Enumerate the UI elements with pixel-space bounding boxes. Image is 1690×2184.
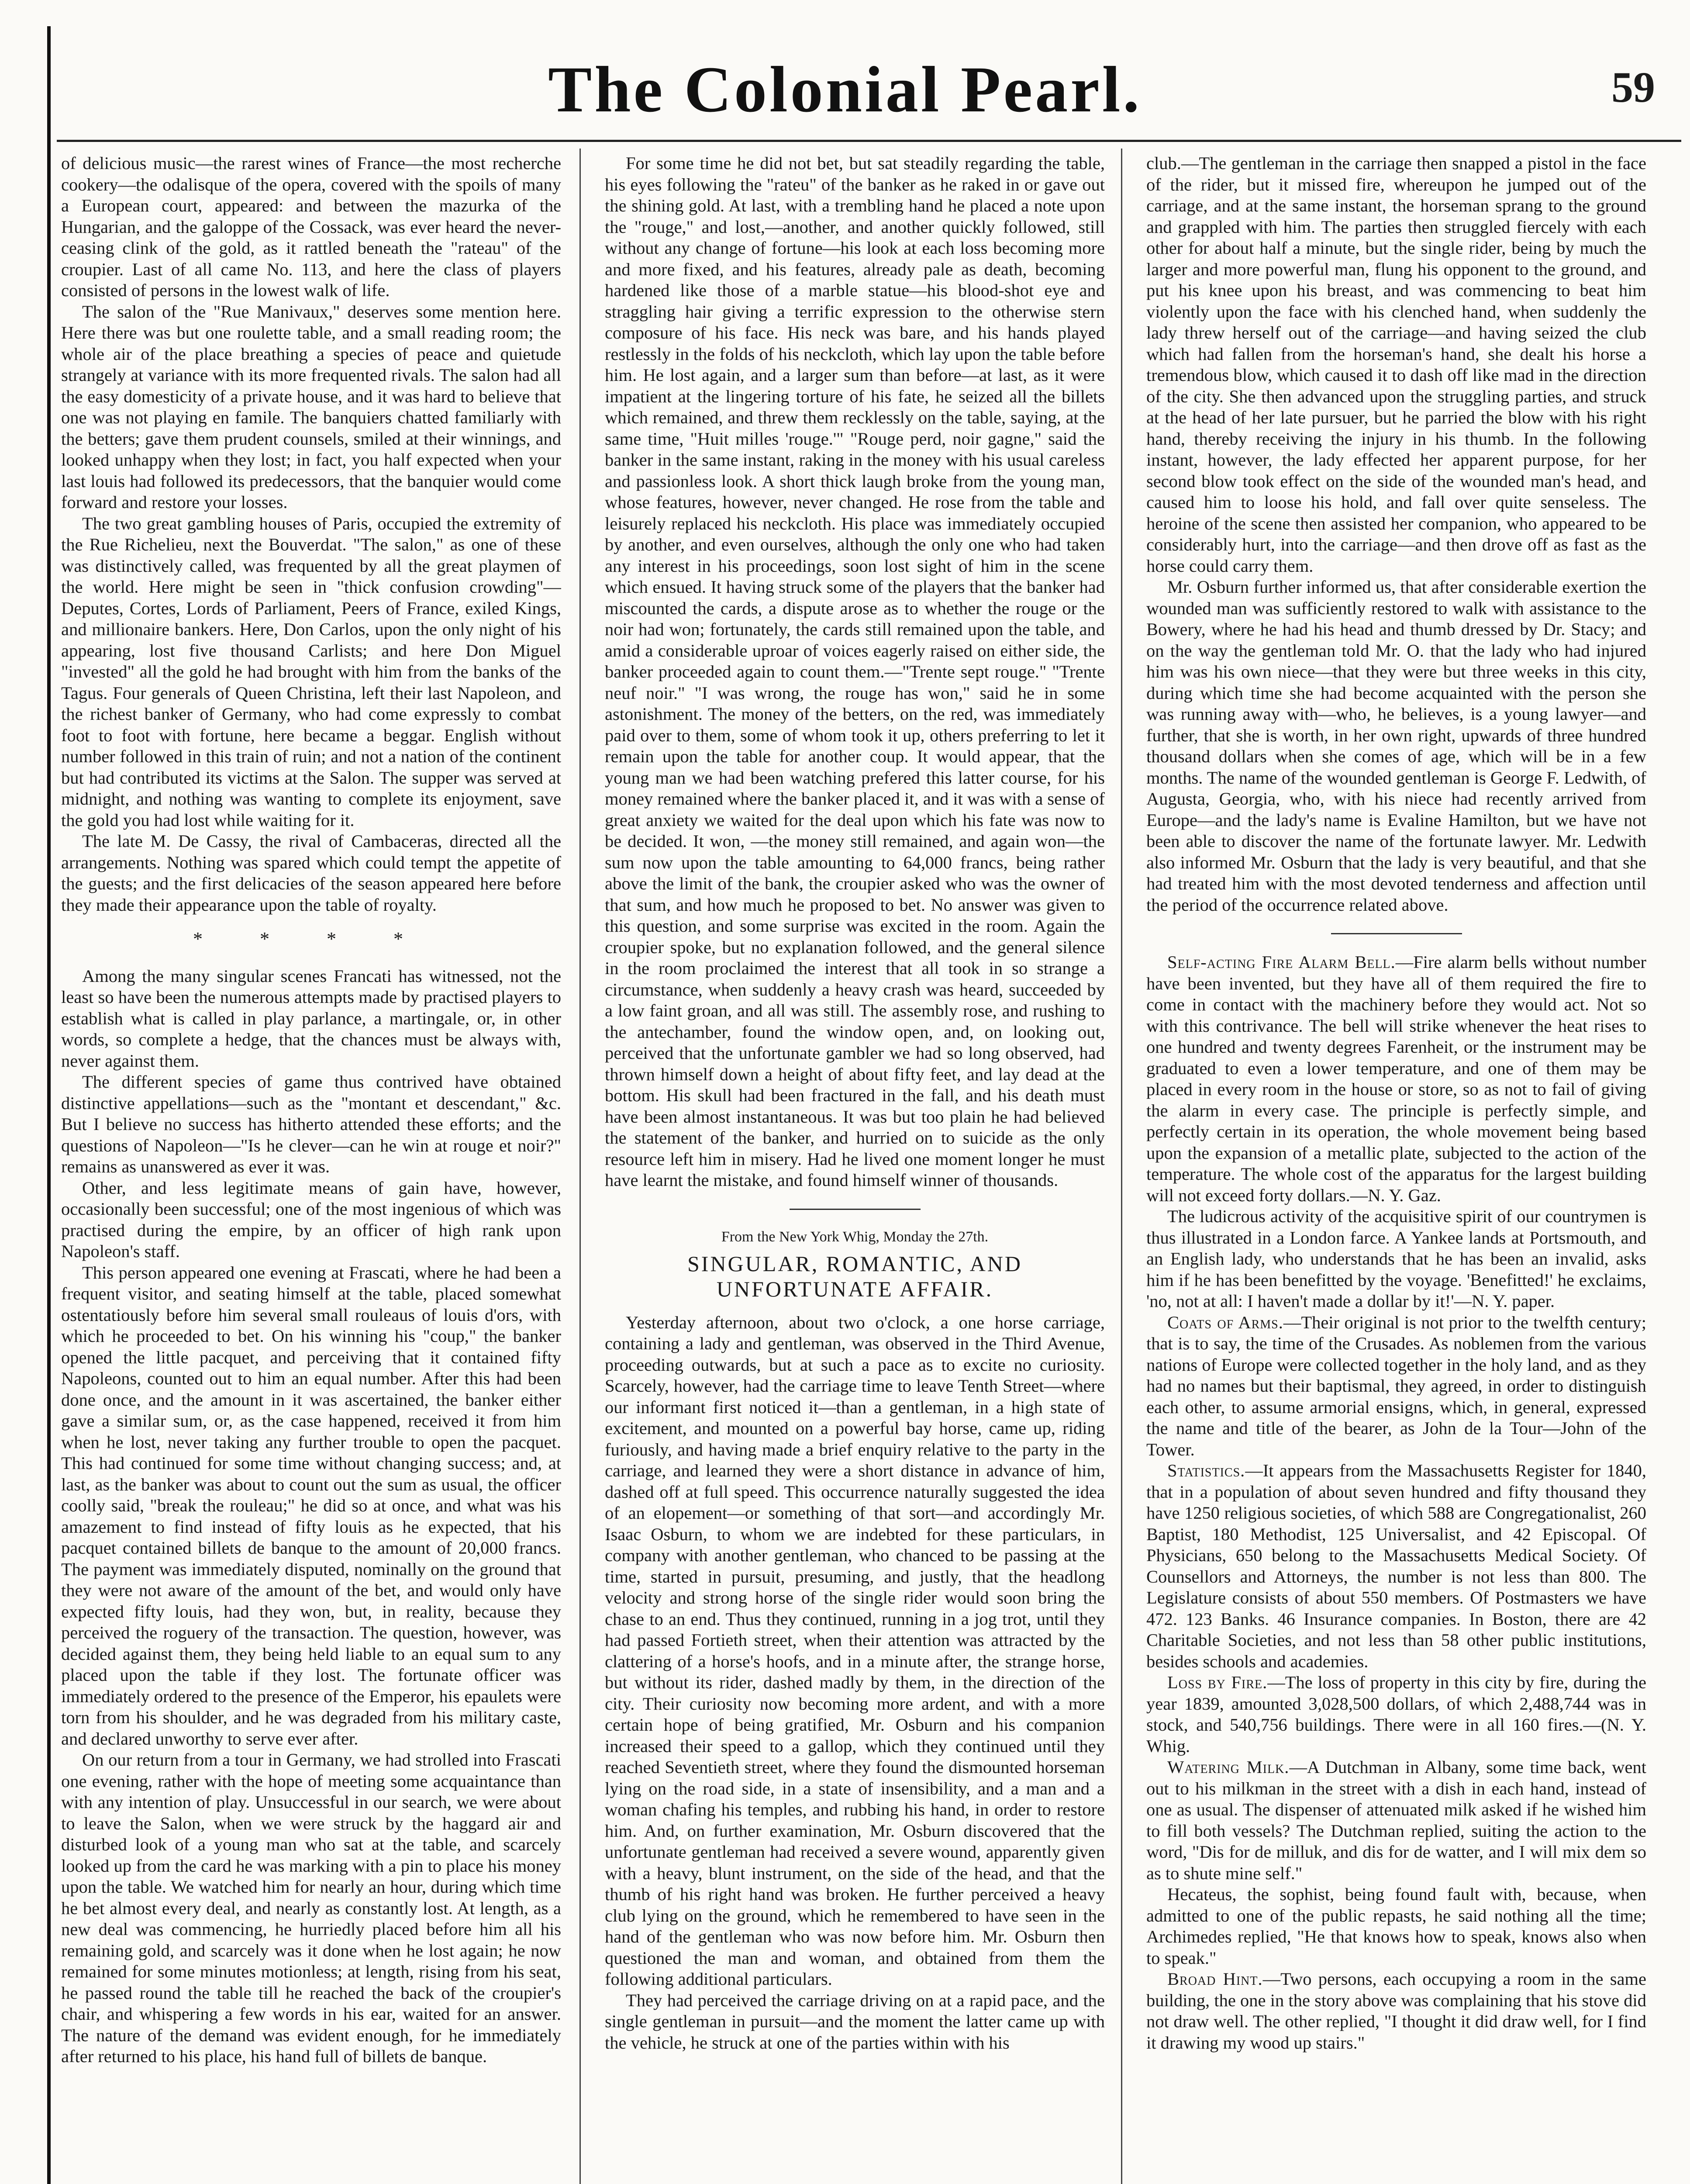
item-heading: Statistics.	[1167, 1461, 1245, 1480]
paragraph: Yesterday afternoon, about two o'clock, a one horse carriage, containing a lady and gentleman, was observed in the Third Avenue, proceeding outwards, but at such a pace as to excite no curiosity. Scarcely, however, had the carriage time to leave Tenth Street—where our informant first noticed it—than a gentleman, in a high state of excitement, and mounted on a powerful bay horse, came up, riding furiously, and having made a brief enquiry relative to the party in the carriage, and learned they were a short distance in advance of him, dashed off at full speed. This occurrence naturally suggested the idea of an elopement—or something of that sort—and accordingly Mr. Isaac Osburn, to whom we are indebted for these particulars, in company with another gentleman, who chanced to be passing at the time, started in pursuit, presuming, and justly, that the headlong velocity and strong horse of the single rider would soon bring the chase to an end. Thus they continued, running in a jog trot, until they had passed Fortieth street, when their attention was attracted by the clattering of a horse's hoofs, and in a minute after, the strange horse, but without its rider, dashed madly by them, in the direction of the city. Their curiosity now becoming more ardent, and with a more certain hope of being gratified, Mr. Osburn and his companion increased their speed to a gallop, which they continued until they reached Seventieth street, where they found the dismounted horseman lying on the road side, in a state of insensibility, and a man and a woman chafing his temples, and rubbing his hand, in order to restore him. And, on further examination, Mr. Osburn discovered that the unfortunate gentleman had received a severe wound, apparently given with a heavy, blunt instrument, on the side of the head, and that the thumb of his right hand was broken. He further perceived a heavy club lying on the ground, which he remembered to have seen in the hand of the gentleman who was now before him. Mr. Osburn then questioned the man and woman, and obtained from them the following additional particulars.	[605, 1312, 1105, 1989]
item-heading: Watering Milk.	[1167, 1757, 1290, 1777]
masthead	[0, 0, 1690, 144]
paragraph: This person appeared one evening at Frascati, where he had been a frequent visitor, and seating himself at the table, placed somewhat ostentatiously before him several small rouleaus of louis d'ors, with which he proceeded to bet. On his winning his "coup," the banker opened the little pacquet, and perceiving that it contained fifty Napoleons, counted out to him an equal number. After this had been done once, and the amount in it was ascertained, the banker either gave a similar sum, or, as the case happened, received it from him when he lost, never taking any further trouble to open the pacquet. This had continued for some time without changing success; and, at last, as the banker was about to count out the sum as usual, the officer coolly said, "break the rouleau;" he did so at once, and what was his amazement to find instead of fifty louis as he expected, that his pacquet contained billets de banque to the amount of 20,000 francs. The payment was immediately disputed, nominally on the ground that they were not aware of the amount of the bet, and would only have expected fifty louis, had they won, but, in reality, because they perceived the roguery of the transaction. The question, however, was decided against them, they being held liable to an equal sum to any placed upon the table if they lost. The fortunate officer was immediately ordered to the presence of the Emperor, his epaulets were torn from his shoulder, and he was degraded from his military caste, and declared unworthy to serve ever after.	[61, 1262, 561, 1749]
column-3	[1146, 153, 1646, 2184]
item-heading: Self-acting Fire Alarm Bell.	[1167, 952, 1396, 972]
paragraph: Other, and less legitimate means of gain have, however, occasionally been successful; one of the most ingenious of which was practised during the empire, by an officer of high rank upon Napoleon's staff.	[61, 1178, 561, 1261]
item-heading: Loss by Fire.	[1167, 1673, 1268, 1692]
item-fire-alarm	[1146, 952, 1646, 1206]
article-headline: SINGULAR, ROMANTIC, AND UNFORTUNATE AFFAIR.	[687, 1251, 1023, 1301]
item-body: —The loss of property in this city by fire, during the year 1839, amounted 3,028,500 dollars, of which 2,488,744 was in stock, and 540,756 buildings. There were in all 160 fires.—(N. Y. Whig.	[1146, 1673, 1646, 1756]
item-body: —Fire alarm bells without number have been invented, but they have all of them required the fire to come in contact with the machinery before they would act. Not so with this contrivance. The bell will strike whenever the heat rises to one hundred and twenty degrees Farenheit, or the instrument may be graduated to even a lower temperature, and one of them may be placed in every room in the house or store, so as not to fail of giving the alarm in every case. The principle is perfectly simple, and perfectly certain in its operation, the whole movement being based upon the expansion of a metallic plate, subjected to the action of the temperature. The whole cost of the apparatus for the largest building will not exceed forty dollars.—N. Y. Gaz.	[1146, 952, 1646, 1205]
column-1	[61, 153, 561, 2184]
paragraph: club.—The gentleman in the carriage then snapped a pistol in the face of the rider, but it missed fire, whereupon he jumped out of the carriage, and at the same instant, the horseman sprang to the ground and grappled with him. The parties then struggled fiercely with each other for about half a minute, but the single rider, being by much the larger and more powerful man, flung his opponent to the ground, and put his knee upon his breast, and was commencing to beat him violently upon the face with his clenched hand, when suddenly the lady threw herself out of the carriage—and having seized the club which had fallen from the horseman's hand, she dealt his horse a tremendous blow, which caused it to dash off like mad in the direction of the city. She then advanced upon the struggling parties, and struck at the head of her late pursuer, but he parried the blow with his right hand, thereby receiving the injury in his thumb. In the following instant, however, the lady effected her apparent purpose, for her second blow took effect on the side of the wounded man's head, and caused him to loose his hold, and fall over quite senseless. The heroine of the scene then assisted her companion, who appeared to be considerably hurt, into the carriage—and then drove off as fast as the horse could carry them.	[1146, 153, 1646, 576]
item-loss-by-fire	[1146, 1672, 1646, 1757]
item-broad-hint	[1146, 1969, 1646, 2053]
paragraph: Hecateus, the sophist, being found fault with, because, when admitted to one of the public repasts, he said nothing all the time; Archimedes replied, "He that knows how to speak, knows also when to speak."	[1146, 1884, 1646, 1968]
header-rule	[57, 140, 1681, 142]
paragraph: They had perceived the carriage driving on at a rapid pace, and the single gentleman in pursuit—and the moment the latter came up with the vehicle, he struck at one of the parties within with his	[605, 1990, 1105, 2053]
item-body: —Two persons, each occupying a room in the same building, the one in the story above was complaining that his stove did not draw well. The other replied, "I thought it did draw well, for I find it drawing my wood up stairs."	[1146, 1969, 1646, 2053]
column-rule	[579, 149, 581, 2184]
item-watering-milk	[1146, 1757, 1646, 1884]
paragraph: For some time he did not bet, but sat steadily regarding the table, his eyes following the "rateu" of the banker as he raked in or gave out the shining gold. At last, with a trembling hand he placed a note upon the "rouge," and lost,—another, and another quickly followed, still without any change of fortune—his look at each loss becoming more and more fixed, and his features, already pale as death, becoming hardened like those of a marble statue—his blood-shot eye and straggling hair giving a terrific expression to the otherwise stern composure of his face. His neck was bare, and his hands played restlessly in the folds of his neckcloth, which lay upon the table before him. He lost again, and a larger sum than before—at last, as it were impatient at the lingering torture of his fate, he seized all the billets which remained, and threw them recklessly on the table, saying, at the same time, "Huit milles 'rouge.'" "Rouge perd, noir gagne," said the banker in the same instant, raking in the money with his usual careless and passionless look. A short thick laugh broke from the young man, whose features, however, never changed. He rose from the table and leisurely replaced his neckcloth. His place was immediately occupied by another, and even ourselves, although the only one who had taken any interest in his proceedings, soon lost sight of him in the scene which ensued. It having struck some of the players that the banker had miscounted the cards, a dispute arose as to whether the rouge or the noir had won; fortunately, the cards still remained upon the table, and amid a considerable uproar of voices eagerly raised on either side, the banker proceeded again to count them.—"Trente sept rouge." "Trente neuf noir." "I was wrong, the rouge has won," said he in some astonishment. The money of the betters, on the red, was immediately paid over to them, some of whom took it up, others preferring to let it remain upon the table for another coup. It would appear, that the young man we had been watching prefered this latter course, for his money remained where the banker placed it, and it was with a sense of great anxiety we waited for the deal upon which his fate was now to be decided. It won, —the money still remained, and again won—the sum now upon the table amounting to 64,000 francs, being rather above the limit of the bank, the croupier asked who was the owner of that sum, and how much he proposed to bet. No answer was given to this question, and some surprise was excited in the room. Again the croupier spoke, but no explanation followed, and the general silence in the room proclaimed the interest that all took in so strange a circumstance, when suddenly a heavy crash was heard, succeeded by a low faint groan, and all was still. The assembly rose, and rushing to the antechamber, found the window open, and, on looking out, perceived that the unfortunate gambler we had so long observed, had thrown himself down a height of about fifty feet, and lay dead at the bottom. His skull had been fractured in the fall, and his death must have been almost instantaneous. It was but too plain he had believed the statement of the banker, and hurried on to suicide as the only resource left him in misery. Had he lived one moment longer he must have learnt the mistake, and found himself winner of thousands.	[605, 153, 1105, 1190]
paragraph: The different species of game thus contrived have obtained distinctive appellations—such as the "montant et descendant," &c. But I believe no success has hitherto attended these efforts; and the questions of Napoleon—"Is he clever—can he win at rouge et noir?" remains as unanswered as ever it was.	[61, 1072, 561, 1176]
paragraph: The salon of the "Rue Manivaux," deserves some mention here. Here there was but one roulette table, and a small reading room; the whole air of the place breathing a species of peace and quietude strangely at variance with its more frequented rivals. The salon had all the easy domesticity of a private house, and it was hard to believe that one was not playing en famile. The banquiers chatted familiarly with the betters; gave them prudent counsels, smiled at their winnings, and looked unhappy when they lost; in fact, you half expected when your last louis had followed its predecessors, that the banquier would come forward and restore your losses.	[61, 301, 561, 512]
item-heading: Coats of Arms.	[1167, 1312, 1283, 1332]
left-margin-rule	[47, 26, 51, 2184]
divider	[1331, 933, 1462, 934]
paragraph: The ludicrous activity of the acquisitive spirit of our countrymen is thus illustrated in a London farce. A Yankee lands at Portsmouth, and an English lady, who understands that he has been an invalid, asks him if he has been benefitted by the voyage. 'Benefitted!' he exclaims, 'no, not at all: I haven't made a dollar by it!'—N. Y. paper.	[1146, 1206, 1646, 1311]
item-statistics	[1146, 1460, 1646, 1672]
item-body: —It appears from the Massachusetts Register for 1840, that in a population of about seven hundred and fifty thousand they have 1250 religious societies, of which 588 are Congregationalist, 260 Baptist, 180 Methodist, 125 Universalist, and 42 Episcopal. Of Physicians, 650 belong to the Massachusetts Medical Society. Of Counsellors and Attorneys, the number is not less than 800. The Legislature consists of about 550 members. Of Postmasters we have 472. 123 Banks. 46 Insurance companies. In Boston, there are 42 Charitable Societies, and not less than 58 other public institutions, besides schools and academies.	[1146, 1461, 1646, 1671]
paragraph: Among the many singular scenes Francati has witnessed, not the least so have been the numerous attempts made by practised players to establish what is called in play parlance, a martingale, or, in other words, so complete a hedge, that the chances must be always with, never against them.	[61, 966, 561, 1071]
article-source: From the New York Whig, Monday the 27th.	[721, 1228, 989, 1245]
item-body: —Their original is not prior to the twelfth century; that is to say, the time of the Crusades. As noblemen from the various nations of Europe were collected together in the holy land, and as they had no names but their baptismal, they agreed, in order to distinguish each other, to assume armorial ensigns, which, in general, expressed the name and title of the bearer, as John de la Tour—John of the Tower.	[1146, 1312, 1646, 1459]
paragraph: Mr. Osburn further informed us, that after considerable exertion the wounded man was sufficiently restored to walk with assistance to the Bowery, where he had his head and thumb dressed by Dr. Stacy; and on the way the gentleman told Mr. O. that the lady who had injured him was his own niece—that they were but three weeks in this city, during which time she had become acquainted with the person she was running away with—who, he believes, is a young lawyer—and further, that she is worth, in her own right, upwards of three hundred thousand dollars when she comes of age, which will be in a few months. The name of the wounded gentleman is George F. Ledwith, of Augusta, Georgia, who, with his niece had recently arrived from Europe—and the lady's name is Evaline Hamilton, but we have not been able to discover the name of the fortunate lawyer. Mr. Ledwith also informed Mr. Osburn that the lady is very beautiful, and that she had treated him with the most devoted tenderness and affection until the period of the occurrence related above.	[1146, 577, 1646, 915]
item-heading: Broad Hint.	[1167, 1969, 1263, 1989]
column-2	[605, 153, 1105, 2184]
page-number: 59	[1611, 63, 1655, 111]
masthead-title: The Colonial Pearl.	[548, 53, 1142, 126]
paragraph: The two great gambling houses of Paris, occupied the extremity of the Rue Richelieu, next the Bouverdat. "The salon," as one of these was distinctively called, was frequented by all the great playmen of the world. Here might be seen in "thick confusion crowding"—Deputes, Cortes, Lords of Parliament, Peers of France, exiled Kings, and millionaire bankers. Here, Don Carlos, upon the only night of his appearing, lost five thousand Carlists; and here Don Miguel "invested" all the gold he had brought with him from the banks of the Tagus. Four generals of Queen Christina, left their last Napoleon, and the richest banker of Germany, who had come expressly to combat foot to foot with fortune, here became a beggar. English without number followed in this train of ruin; and not a nation of the continent but had contributed its victims at the Salon. The supper was served at midnight, and nothing was wanting to complete its enjoyment, save the gold you had lost while waiting for it.	[61, 513, 561, 830]
paragraph: The late M. De Cassy, the rival of Cambaceras, directed all the arrangements. Nothing was spared which could tempt the appetite of the guests; and the first delicacies of the season appeared here before they made their appearance upon the table of royalty.	[61, 831, 561, 915]
divider	[790, 1209, 921, 1210]
section-stars: * * * *	[193, 928, 429, 950]
paragraph: On our return from a tour in Germany, we had strolled into Frascati one evening, rather with the hope of meeting some acquaintance than with any intention of play. Unsuccessful in our search, we were about to leave the Salon, when we were struck by the haggard air and disturbed look of a young man who sat at the table, and scarcely looked up from the card he was marking with a pin to place his money upon the table. We watched him for nearly an hour, during which time he bet almost every deal, and nearly as constantly lost. At length, as a new deal was commencing, he hurriedly placed before him all his remaining gold, and scarcely was it done when he lost again; he now remained for some minutes motionless; at length, rising from his seat, he passed round the table till he reached the back of the croupier's chair, and whispering a few words in his ear, waited for an answer. The nature of the demand was evident enough, for he immediately after returned to his place, his hand full of billets de banque.	[61, 1750, 561, 2066]
item-coats-of-arms	[1146, 1312, 1646, 1461]
item-body: —A Dutchman in Albany, some time back, went out to his milkman in the street with a dish in each hand, instead of one as usual. The dispenser of attenuated milk asked if he wished him to fill both vessels? The Dutchman replied, suiting the action to the word, "Dis for de milluk, and dis for de watter, and I will mix dem so as to shute mine self."	[1146, 1757, 1646, 1883]
column-rule	[1121, 149, 1122, 2184]
paragraph: of delicious music—the rarest wines of France—the most recherche cookery—the odalisque of the opera, covered with the spoils of many a European court, appeared: and between the mazurka of the Hungarian, and the galoppe of the Cossack, was ever heard the never-ceasing clink of the gold, as it rattled beneath the "rateau" of the croupier. Last of all came No. 113, and here the class of players consisted of persons in the lowest walk of life.	[61, 153, 561, 300]
